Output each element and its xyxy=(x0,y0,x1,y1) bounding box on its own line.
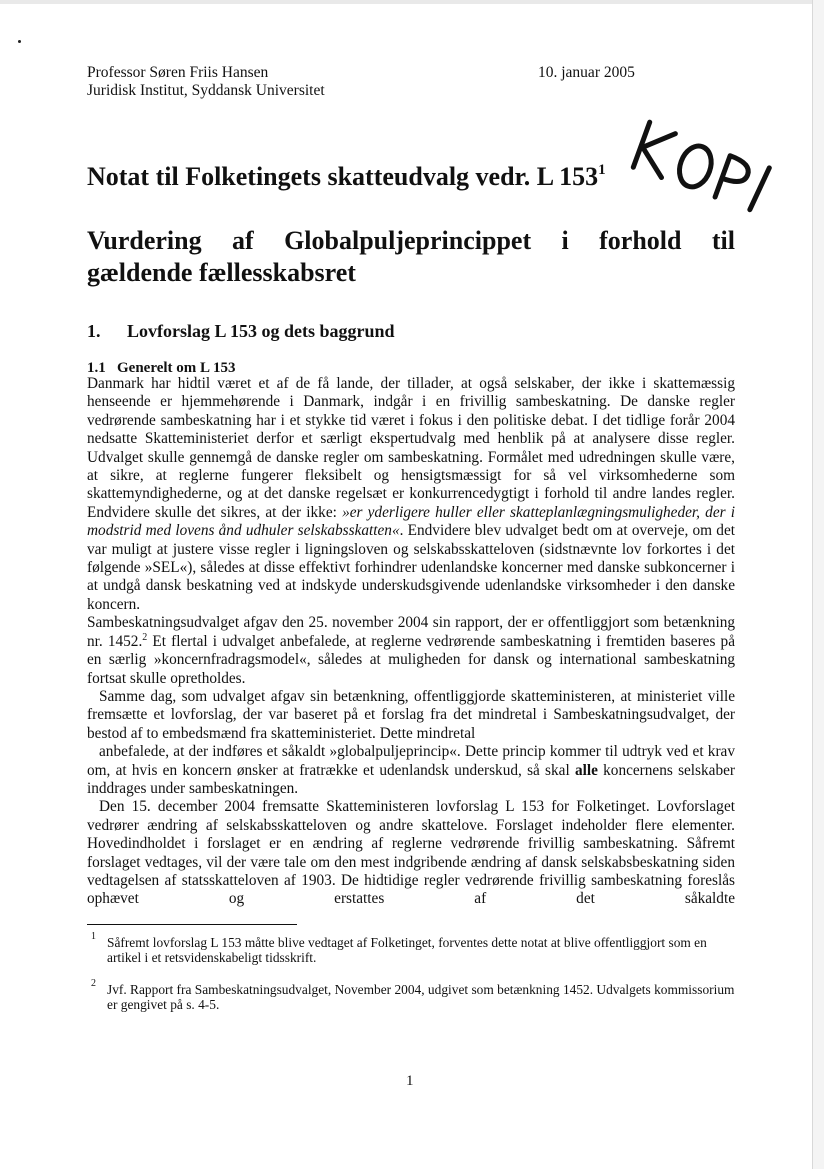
document-title xyxy=(87,162,606,192)
paragraph-1-text-a: Danmark har hidtil været et af de få lande, der tillader, at også selskaber, der ikke i skattemæssig henseende er hjemmehørende i Danmark, indgår i en frivillig sambeskatning. De danske regler vedrørende sambeskatning har i et stykke tid været i fokus i den politiske debat. I det tidlige forår 2004 nedsatte Skatteministeriet derfor et særligt ekspertudvalg med henblik på at analysere disse regler. Udvalget skulle gennemgå de danske regler om sambeskatning. Formålet med udredningen skulle være, at sikre, at reglerne fungerer fleksibelt og hensigtsmæssigt for så vel virksomhederne som skattemyndighederne, og at det danske regelsæt er konkurrencedygtigt i forhold til andre landes regler. Endvidere skulle det sikres, at der ikke: xyxy=(87,375,735,521)
footnote-separator xyxy=(87,924,297,925)
footnote-2-mark: 2 xyxy=(91,978,96,989)
footnote-1-mark: 1 xyxy=(91,931,96,942)
body-text xyxy=(87,375,735,909)
author-name: Professor Søren Friis Hansen xyxy=(87,64,269,81)
footnote-2 xyxy=(87,978,735,1012)
footnote-ref-2: 2 xyxy=(142,631,148,643)
scan-speck xyxy=(18,40,21,43)
author-affiliation: Juridisk Institut, Syddansk Universitet xyxy=(87,82,325,99)
kopi-stamp xyxy=(624,114,785,222)
paragraph-2-text-b: Et flertal i udvalget anbefalede, at reglerne vedrørende sambeskatning i fremtiden baseres på en særlig »koncernfradragsmodel«, således at muligheden for dansk og international sambeskatning fortsat skulle opretholdes. xyxy=(87,632,735,687)
subsection-title: Generelt om L 153 xyxy=(117,360,236,376)
paragraph-4 xyxy=(87,743,735,798)
paragraph-4-emphasis: alle xyxy=(574,761,598,779)
footnote-1 xyxy=(87,931,735,965)
paragraph-3: Samme dag, som udvalget afgav sin betænkning, offentliggjorde skatteministeren, at ministeriet ville fremsætte et lovforslag, der var baseret på et forslag fra det mindretal i Sambeskatningsudvalget, der bestod af to embedsmænd fra skatteministeriet. Dette mindretal xyxy=(87,687,735,742)
paragraph-2-text-a: Sambeskatningsudvalget afgav den 25. november 2004 sin rapport, der er offentliggjort som betænkning nr. 1452. xyxy=(87,614,735,650)
subsection-number: 1.1 xyxy=(87,360,106,376)
document-title-text: Notat til Folketingets skatteudvalg vedr. L 153 xyxy=(87,162,599,191)
paragraph-2 xyxy=(87,614,735,688)
page-number: 1 xyxy=(406,1073,414,1089)
kopi-stamp-drawing xyxy=(624,114,785,222)
title-footnote-ref: 1 xyxy=(598,162,606,178)
document-subtitle xyxy=(87,225,735,289)
subtitle-word: Globalpuljeprincippet xyxy=(284,226,532,255)
subtitle-word: forhold xyxy=(599,226,682,255)
paragraph-4-text-b: koncernens selskaber inddrages under sambeskatningen. xyxy=(87,761,735,797)
subtitle-word: til xyxy=(711,226,735,255)
footnote-1-text: Såfremt lovforslag L 153 måtte blive vedtaget af Folketinget, forventes dette notat at blive offentliggjort som en artikel i et retsvidenskabeligt tidsskrift. xyxy=(107,935,707,965)
subtitle-line-1 xyxy=(87,225,735,257)
document-date: 10. januar 2005 xyxy=(538,64,635,81)
section-heading xyxy=(87,321,395,342)
paragraph-4-text-a: anbefalede, at der indføres et såkaldt »globalpuljeprincip«. Dette princip kommer til udtryk ved et krav om, at hvis en koncern ønsker at fratrække et udenlandsk underskud, så skal xyxy=(87,743,735,779)
subtitle-line-2: gældende fællesskabsret xyxy=(87,258,356,287)
author-block xyxy=(87,64,325,100)
subtitle-word: af xyxy=(232,226,254,255)
scan-edge-top xyxy=(0,0,824,4)
footnote-2-text: Jvf. Rapport fra Sambeskatningsudvalget, November 2004, udgivet som betænkning 1452. Udvalgets kommissorium er gengivet på s. 4-5. xyxy=(107,982,735,1012)
paragraph-1-quote: »er yderligere huller eller skatteplanlægningsmuligheder, der i modstrid med lovens ånd udhuler selskabsskatten« xyxy=(87,503,735,540)
scan-edge-right xyxy=(812,0,824,1169)
subtitle-word: i xyxy=(561,226,569,255)
paragraph-1-text-b: . Endvidere blev udvalget bedt om at overveje, om det var muligt at justere visse regler i ligningsloven og selskabsskatteloven (sidstnævnte lov forkortes i det følgende »SEL«), således at disse effektivt forhindrer udenlandske koncerner med danske subkoncerner i at undgå dansk beskatning ved at indskyde underskudsgivende udenlandske virksomheder i den danske koncern. xyxy=(87,522,735,613)
paragraph-1 xyxy=(87,375,735,614)
section-number: 1. xyxy=(87,321,101,341)
section-title: Lovforslag L 153 og dets baggrund xyxy=(127,321,395,341)
paragraph-5: Den 15. december 2004 fremsatte Skatteministeren lovforslag L 153 for Folketinget. Lovforslaget vedrører ændring af selskabsskatteloven og andre skattelove. Forslaget indeholder flere elementer. Hovedindholdet i forslaget er en ændring af reglerne vedrørende frivillig sambeskatning. Såfremt forslaget vedtages, vil der være tale om den mest indgribende ændring af dansk selskabsbeskatning siden vedtagelsen af statsskatteloven af 1903. De hidtidige regler vedrørende frivillig sambeskatning foreslås ophævet og erstattes af det såkaldte xyxy=(87,798,735,908)
subtitle-word: Vurdering xyxy=(87,226,202,255)
